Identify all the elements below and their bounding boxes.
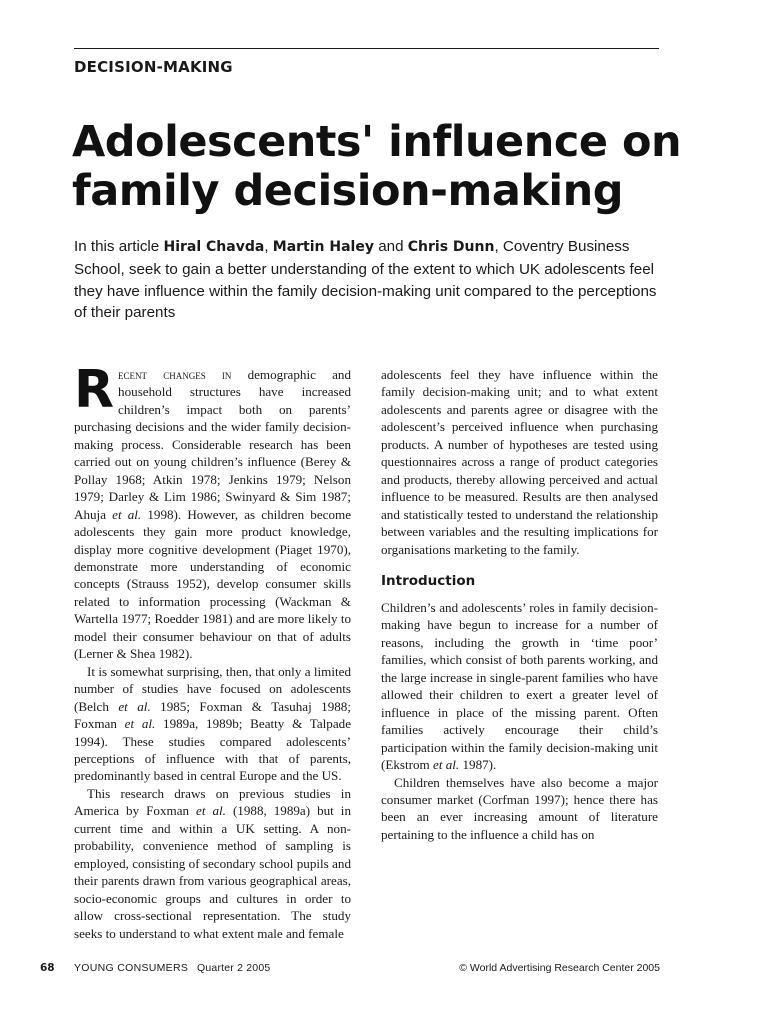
standfirst-text: , Coventry Business School, seek to gain a better understanding of the extent to which UK adolescents feel they have influence within the family decision-making unit compared to the perceptions of their parents: [74, 238, 657, 322]
paragraph-text: It is somewhat surprising, then, that only a limited number of studies have focused on adolescents (Belch: [74, 663, 351, 714]
copyright-notice: © World Advertising Research Center 2005: [459, 962, 660, 974]
italic-text: et al.: [112, 506, 142, 522]
paragraph-text: 1989a, 1989b; Beatty & Talpade 1994). These studies compared adolescents’ perceptions of influence with that of parents, predominantly based in central Europe and the US.: [74, 716, 352, 784]
paragraph: [74, 663, 351, 785]
paragraph: Children themselves have also become a major consumer market (Corfman 1997); hence there has been an ever increasing amount of literature pertaining to the influence a child has on: [381, 774, 658, 842]
issue-date: Quarter 2 2005: [197, 962, 271, 974]
article-title: [72, 118, 692, 216]
page-number: 68: [40, 962, 55, 974]
italic-text: et al.: [196, 803, 226, 819]
paragraph: [74, 360, 352, 663]
section-heading-introduction: Introduction: [381, 572, 476, 589]
section-label: DECISION-MAKING: [74, 58, 233, 76]
paragraph-text: This research draws on previous studies in America by Foxman: [74, 785, 351, 819]
top-rule: [74, 48, 659, 49]
author-1: Hiral Chavda: [163, 239, 265, 255]
paragraph-text: 1987).: [459, 757, 497, 773]
title-line-1: Adolescents' influence on: [72, 117, 682, 167]
italic-text: et al.: [124, 716, 156, 732]
author-separator: and: [373, 238, 408, 255]
paragraph: [74, 785, 351, 942]
journal-name: YOUNG CONSUMERS: [74, 962, 189, 974]
author-separator: ,: [264, 238, 273, 255]
page-footer: [40, 962, 660, 978]
paragraph-text: (1988, 1989a) but in current time and within a UK setting. A non-probability, convenience method of sampling is employed, consisting of secondary school pupils and their parents drawn from various geographical areas, socio-economic groups and cultures in order to allow cross-sectional representation. The study seeks to understand to what extent male and female: [74, 803, 351, 941]
lead-in-smallcaps: ecent changes in: [118, 367, 232, 382]
italic-text: et al.: [433, 757, 460, 773]
italic-text: et al.: [118, 698, 151, 714]
paragraph-text: 1998). However, as children become adolescents they gain more product knowledge, display more cognitive development (Piaget 1970), demonstrate more understanding of economic concepts (Strauss 1952), develop consumer skills related to information processing (Wackman & Wartella 1977; Roedder 1981) and are more likely to model their consumer behaviour on that of adults (Lerner & Shea 1982).: [74, 506, 352, 662]
standfirst: [74, 236, 664, 324]
drop-cap: R: [74, 360, 115, 420]
author-2: Martin Haley: [272, 239, 374, 255]
body-column-left: [74, 360, 352, 942]
paragraph-text: adolescents feel they have influence within the family decision-making unit; and to what extent adolescents and parents agree or disagree with the adolescent’s perceived influence when purchasing products. A number of hypotheses are tested using questionnaires across a range of product categories and products, thereby allowing perceived and actual influence to be measured. Results are then analysed and statistically tested to understand the relationship between variables and the resulting implications for organisations marketing to the family.: [381, 367, 658, 557]
paragraph-text: demographic and household structures have increased children’s impact both on parents’ purchasing decisions and the wider family decision-making process. Considerable research has been carried out on young children’s influence (Berey & Pollay 1968; Atkin 1978; Jenkins 1979; Nelson 1979; Darley & Lim 1986; Swinyard & Sim 1987; Ahuja: [74, 367, 351, 522]
paragraph-text: 1985; Foxman & Tasuhaj 1988; Foxman: [74, 698, 351, 732]
paragraph-continued: [381, 366, 658, 558]
title-line-2: family decision-making: [72, 166, 624, 216]
author-3: Chris Dunn: [407, 239, 495, 255]
paragraph: [381, 599, 658, 774]
standfirst-intro: In this article: [74, 238, 164, 255]
paragraph-text: Children’s and adolescents’ roles in family decision-making have begun to increase for a number of reasons, including the growth in ‘time poor’ families, which consist of both parents working, and the large increase in single-parent families who have allowed their children to exert a greater level of influence in place of the missing parent. Often families actively encourage their child’s participation within the family decision-making unit (Ekstrom: [381, 599, 658, 773]
body-column-right: [381, 366, 658, 843]
